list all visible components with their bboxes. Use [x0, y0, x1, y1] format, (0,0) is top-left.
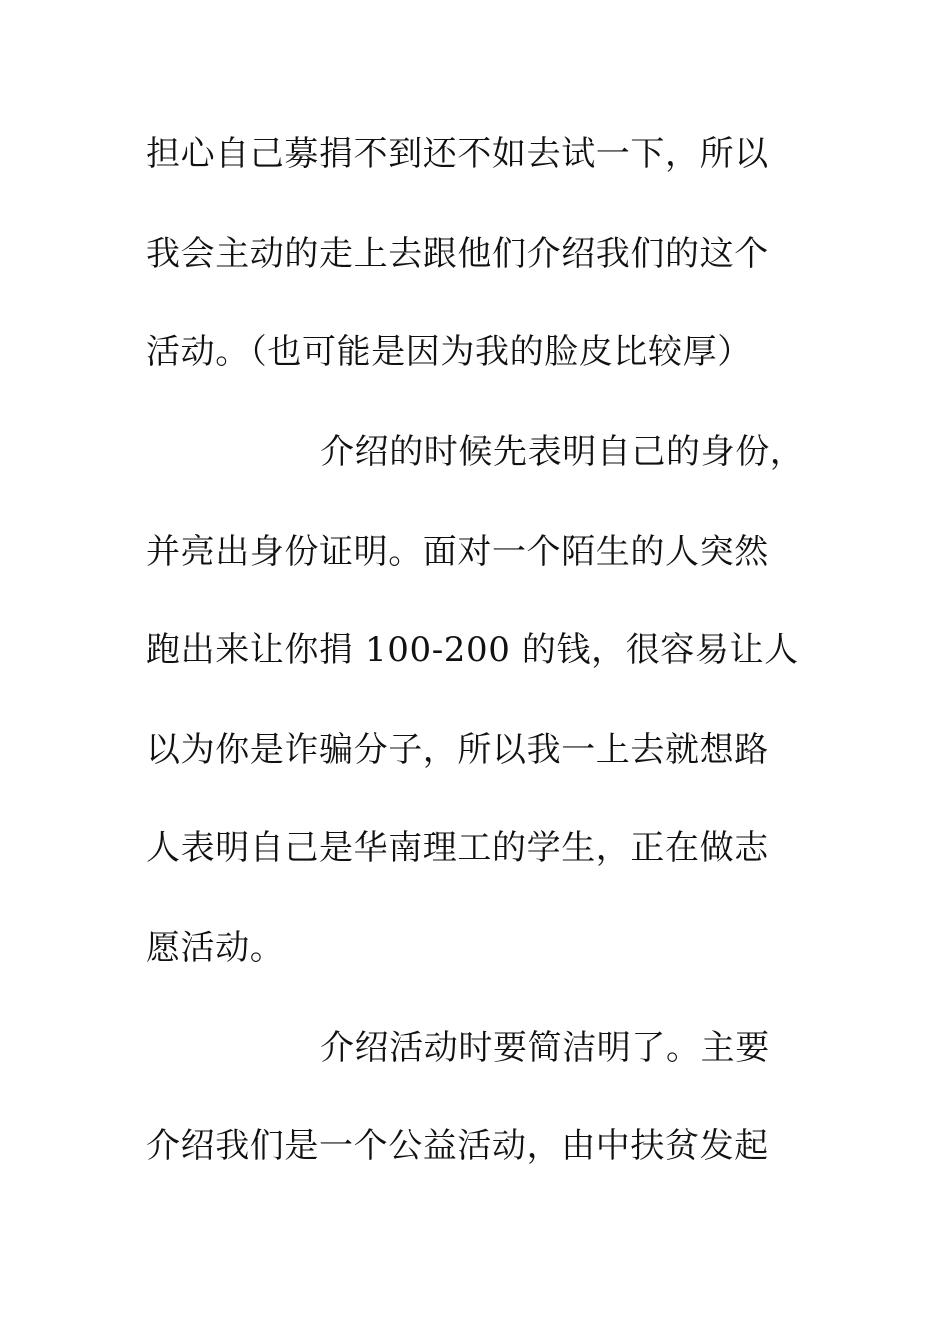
text-line-9: 愿活动。	[146, 928, 285, 968]
text-line-8: 人表明自己是华南理工的学生，正在做志	[146, 828, 769, 868]
paragraph-start-line-2: 介绍活动时要简洁明了。主要	[320, 1028, 770, 1068]
text-line-6: 跑出来让你捐 100-200 的钱，很容易让人	[146, 630, 799, 670]
text-line-7: 以为你是诈骗分子，所以我一上去就想路	[146, 730, 769, 770]
text-line-3: 活动。（也可能是因为我的脸皮比较厚）	[146, 332, 752, 372]
text-line-11: 介绍我们是一个公益活动，由中扶贫发起	[146, 1126, 769, 1166]
text-line-5: 并亮出身份证明。面对一个陌生的人突然	[146, 532, 769, 572]
text-line-1: 担心自己募捐不到还不如去试一下，所以	[146, 134, 769, 174]
text-line-2: 我会主动的走上去跟他们介绍我们的这个	[146, 234, 769, 274]
paragraph-start-line: 介绍的时候先表明自己的身份，	[320, 432, 805, 472]
